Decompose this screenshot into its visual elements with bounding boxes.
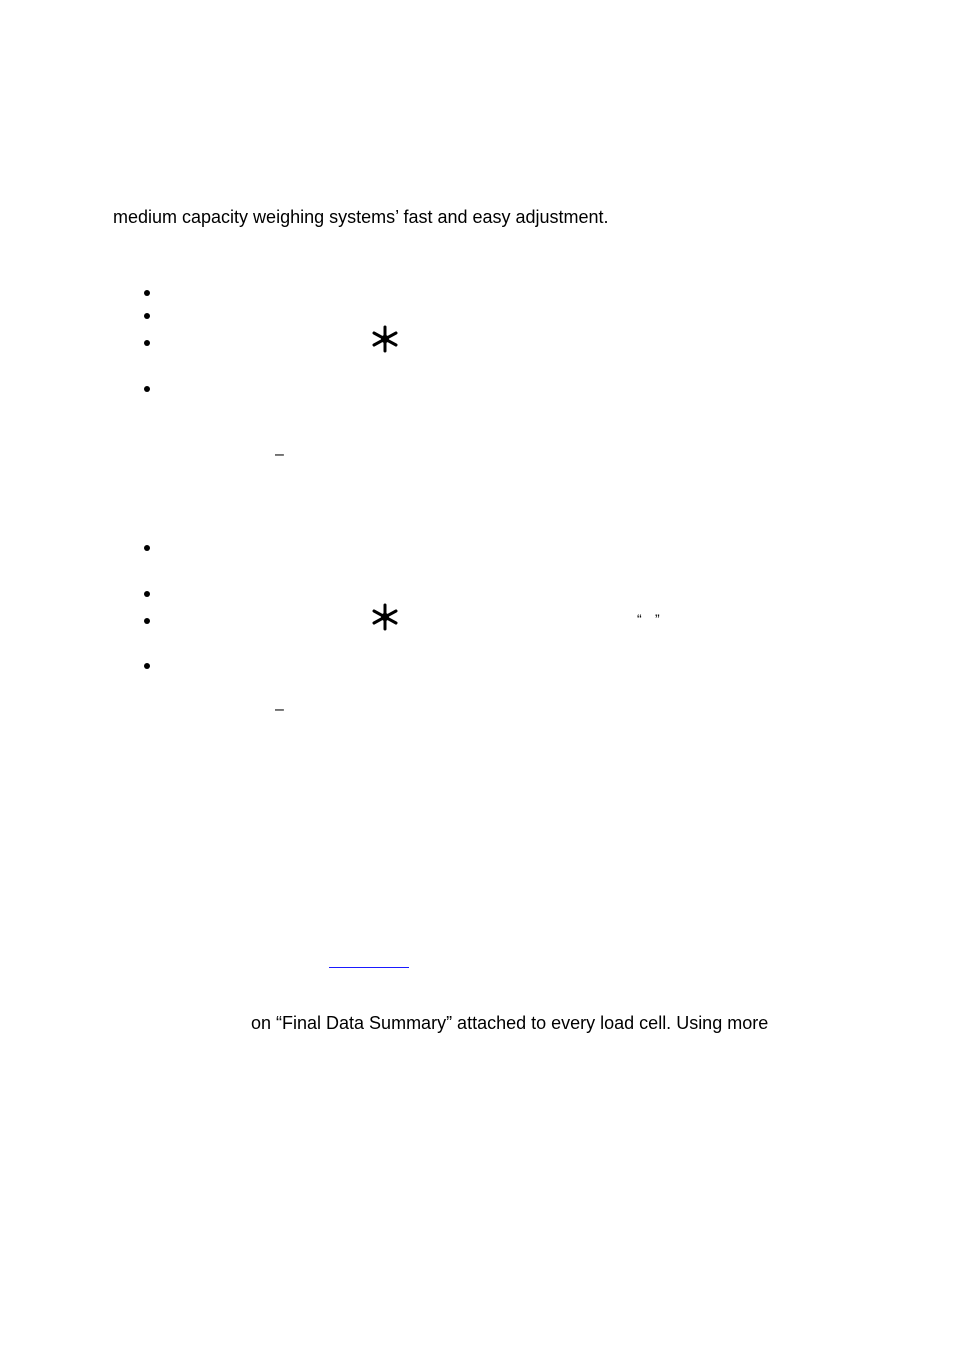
list-bullet xyxy=(144,313,150,319)
list-bullet xyxy=(144,663,150,669)
close-quote-mark: ” xyxy=(655,611,660,627)
asterisk-icon xyxy=(370,602,400,632)
list-bullet xyxy=(144,545,150,551)
dash-mark: – xyxy=(275,446,284,463)
list-bullet xyxy=(144,618,150,624)
intro-text-line: medium capacity weighing systems’ fast and easy adjustment. xyxy=(113,207,609,227)
list-bullet xyxy=(144,340,150,346)
list-bullet xyxy=(144,290,150,296)
hyperlink-underline[interactable] xyxy=(329,967,409,968)
dash-mark: – xyxy=(275,701,284,718)
asterisk-icon xyxy=(370,324,400,354)
list-bullet xyxy=(144,591,150,597)
open-quote-mark: “ xyxy=(637,611,642,627)
summary-text-line: on “Final Data Summary” attached to every load cell. Using more xyxy=(251,1013,769,1033)
list-bullet xyxy=(144,386,150,392)
